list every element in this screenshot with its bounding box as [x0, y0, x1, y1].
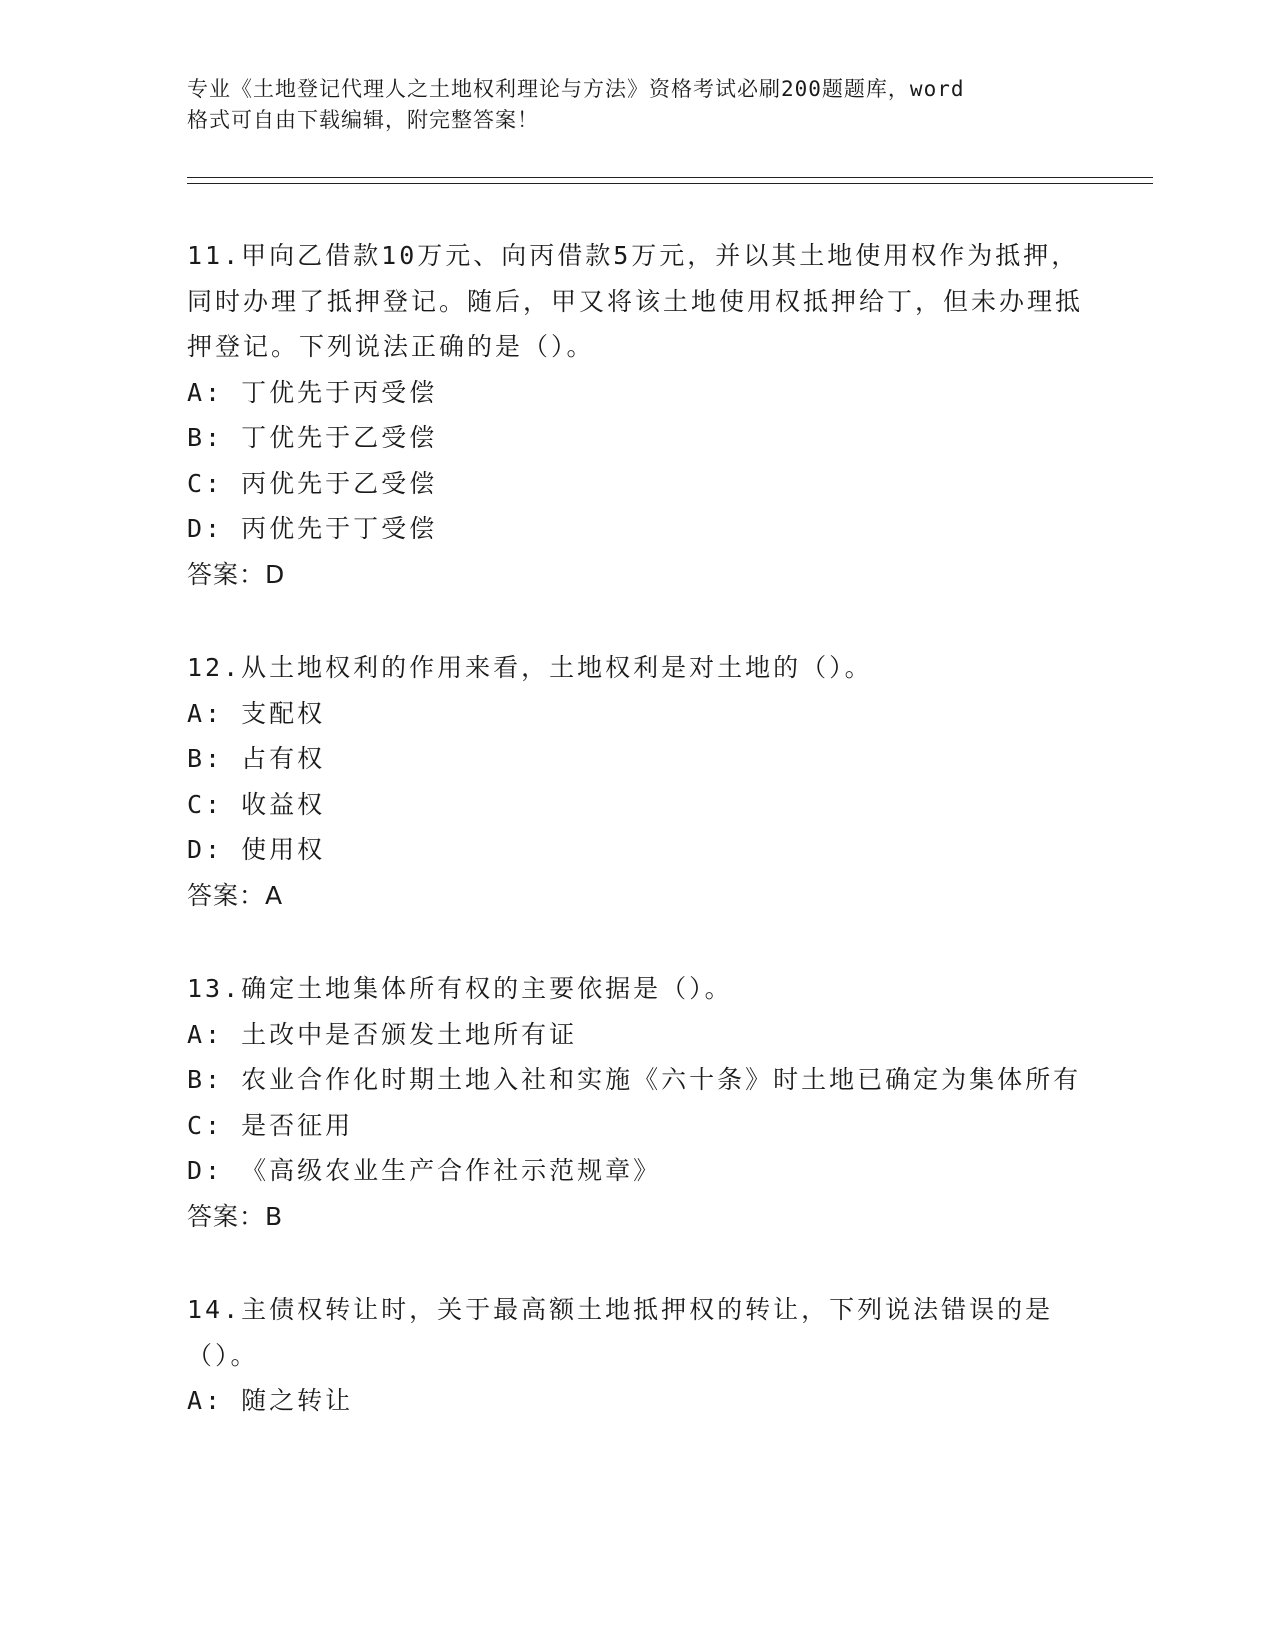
option-c: C: 丙优先于乙受偿 — [187, 468, 438, 498]
option-a: A: 随之转让 — [187, 1386, 354, 1415]
option-a: A: 丁优先于丙受偿 — [187, 377, 438, 407]
option-a: A: 土改中是否颁发土地所有证 — [187, 1019, 578, 1049]
question-stem: 12.从土地权利的作用来看，土地权利是对土地的（）。 — [187, 653, 873, 682]
option-d: D: 丙优先于丁受偿 — [187, 514, 438, 543]
question-stem: 13.确定土地集体所有权的主要依据是（）。 — [187, 974, 733, 1003]
answer: 答案：B — [187, 1201, 284, 1231]
question-11 — [187, 233, 1087, 597]
option-d: D: 使用权 — [187, 835, 326, 864]
option-c: C: 收益权 — [187, 789, 326, 819]
option-c: C: 是否征用 — [187, 1110, 354, 1140]
question-12 — [187, 645, 1087, 918]
question-stem: 11.甲向乙借款10万元、向丙借款5万元，并以其土地使用权作为抵押，同时办理了抵押登记。随后，甲又将该土地使用权抵押给丁，但未办理抵押登记。下列说法正确的是（）。 — [187, 241, 1084, 361]
option-b: B: 农业合作化时期土地入社和实施《六十条》时土地已确定为集体所有 — [187, 1065, 1082, 1094]
header-line-2: 格式可自由下载编辑，附完整答案！ — [187, 108, 539, 132]
answer: 答案：D — [187, 559, 286, 589]
header-line-1: 专业《土地登记代理人之土地权利理论与方法》资格考试必刷200题题库，word — [187, 77, 965, 101]
option-b: B: 占有权 — [187, 744, 326, 773]
header-divider — [187, 177, 1153, 184]
question-14 — [187, 1287, 1087, 1424]
question-stem: 14.主债权转让时，关于最高额土地抵押权的转让，下列说法错误的是（）。 — [187, 1295, 1054, 1370]
question-13 — [187, 966, 1087, 1239]
document-header — [187, 74, 1067, 136]
answer: 答案：A — [187, 880, 284, 910]
option-a: A: 支配权 — [187, 698, 326, 728]
option-d: D: 《高级农业生产合作社示范规章》 — [187, 1156, 662, 1185]
question-list — [187, 233, 1087, 1472]
option-b: B: 丁优先于乙受偿 — [187, 423, 438, 452]
